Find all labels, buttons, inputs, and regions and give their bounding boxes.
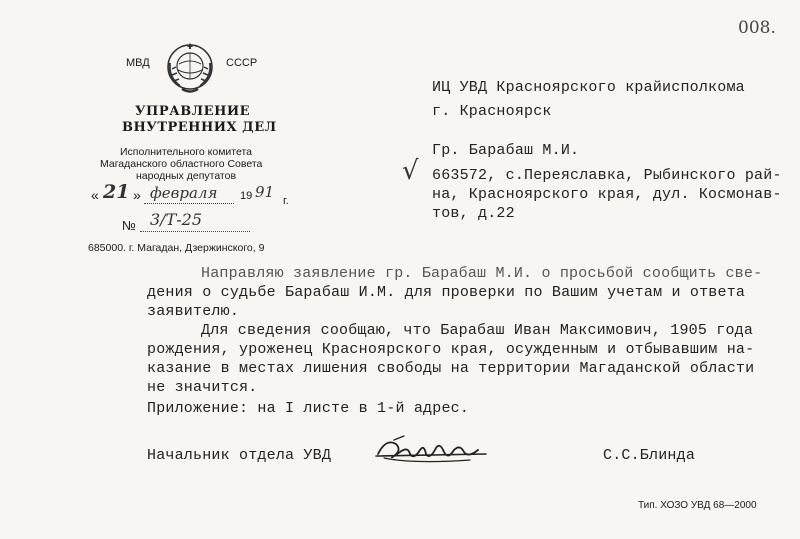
date-month: февраля xyxy=(150,184,218,202)
date-quote-close: » xyxy=(133,187,141,203)
number-value: 3/Т-25 xyxy=(150,210,203,229)
date-day: 21 xyxy=(103,181,130,203)
page-number: 008. xyxy=(738,18,776,38)
letterhead-address: 685000. г. Магадан, Дзержинского, 9 xyxy=(88,242,265,254)
date-suffix: г. xyxy=(283,195,289,207)
letterhead-subtitle-line3: народных депутатов xyxy=(136,170,237,182)
letterhead-subtitle-line1: Исполнительного комитета xyxy=(120,146,253,158)
date-year-prefix: 19 xyxy=(240,190,253,202)
body-para1-line3: заявителю. xyxy=(147,303,240,320)
handwritten-signature xyxy=(374,430,494,471)
letterhead-title-line1: УПРАВЛЕНИЕ xyxy=(135,104,251,119)
letterhead-sssr: СССР xyxy=(226,57,258,69)
recipient-line6: тов, д.22 xyxy=(432,205,515,222)
body-attachment: Приложение: на I листе в 1-й адрес. xyxy=(147,400,470,417)
body-para2-line3: казание в местах лишения свободы на территории Магаданской области xyxy=(147,360,755,377)
number-label: № xyxy=(122,218,136,233)
date-quote-open: « xyxy=(91,187,99,203)
recipient-line1: ИЦ УВД Красноярского крайисполкома xyxy=(432,79,745,96)
signature-position: Начальник отдела УВД xyxy=(147,447,332,464)
letterhead-mvd: МВД xyxy=(126,57,150,69)
date-year: 91 xyxy=(255,183,275,201)
recipient-line2: г. Красноярск xyxy=(432,103,552,120)
letterhead-title-line2: ВНУТРЕННИХ ДЕЛ xyxy=(122,120,277,135)
check-mark-icon: √ xyxy=(402,156,419,186)
body-para2-line1: Для сведения сообщаю, что Барабаш Иван Максимович, 1905 года xyxy=(201,322,754,339)
body-para2-line2: рождения, уроженец Красноярского края, осужденным и отбывавшим на- xyxy=(147,341,755,358)
letterhead-subtitle-line2: Магаданского областного Совета xyxy=(100,158,263,170)
recipient-line4: 663572, с.Переяславка, Рыбинского рай- xyxy=(432,167,782,184)
recipient-line5: на, Красноярского края, дул. Космонав- xyxy=(432,186,782,203)
recipient-line3: Гр. Барабаш М.И. xyxy=(432,142,580,159)
body-para1-line1: Направляю заявление гр. Барабаш М.И. о просьбой сообщить све- xyxy=(201,265,763,282)
body-para2-line4: не значится. xyxy=(147,379,258,396)
ussr-emblem-icon xyxy=(162,41,218,102)
signature-name: С.С.Блинда xyxy=(603,447,696,464)
date-month-line xyxy=(144,203,234,204)
print-mark: Тип. ХОЗО УВД 68—2000 xyxy=(638,500,757,511)
number-line xyxy=(140,231,250,232)
body-para1-line2: дения о судьбе Барабаш И.М. для проверки по Вашим учетам и ответа xyxy=(147,284,746,301)
